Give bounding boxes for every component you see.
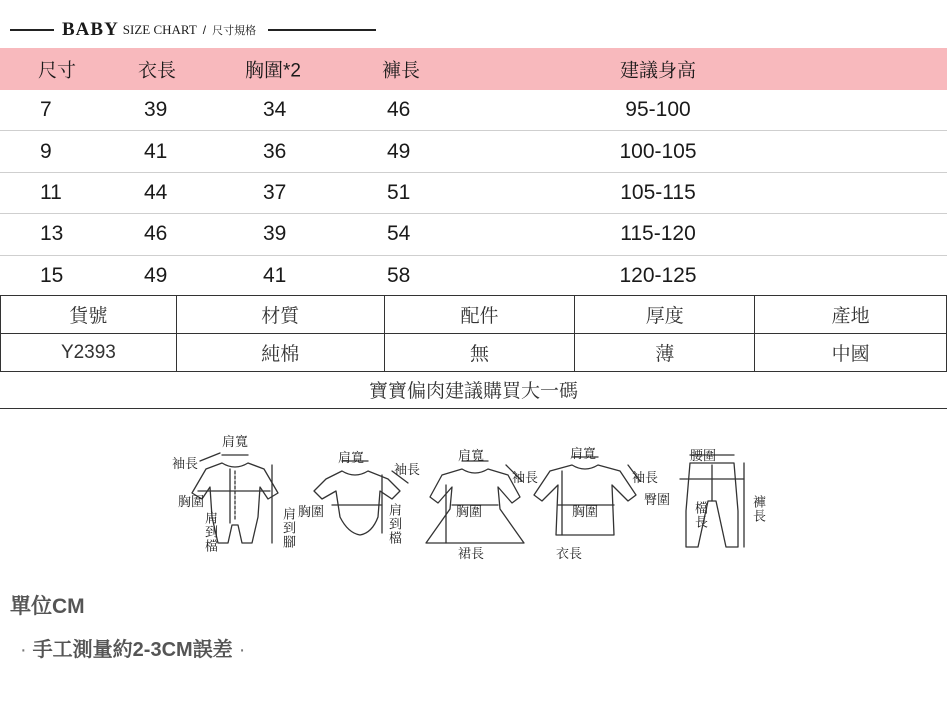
table-row <box>0 90 947 131</box>
romper-chest-label: 胸圍 <box>178 495 205 510</box>
cell-length: 46 <box>144 222 168 246</box>
title-rule-right <box>268 29 376 31</box>
measurement-diagrams <box>160 425 780 575</box>
pants-length-label: 褲長 <box>750 495 765 523</box>
info-item-no: Y2393 <box>1 334 177 372</box>
cell-size: 9 <box>40 139 52 163</box>
romper-shoulder-to-crotch-label: 肩到檔 <box>202 511 217 553</box>
measurement-error-note <box>14 633 251 662</box>
info-header-accessories: 配件 <box>384 296 575 334</box>
cell-pants-length: 49 <box>387 139 411 163</box>
product-info-table <box>0 295 947 372</box>
dress-sleeve-label: 袖長 <box>512 471 539 486</box>
header-length: 衣長 <box>138 60 177 82</box>
cell-length: 49 <box>144 264 168 288</box>
header-pants-length: 褲長 <box>382 60 421 82</box>
chart-title <box>10 18 376 42</box>
bodysuit-sleeve-label: 袖長 <box>394 463 421 478</box>
cell-size: 15 <box>40 264 64 288</box>
header-height: 建議身高 <box>619 60 697 82</box>
info-header-thickness: 厚度 <box>575 296 755 334</box>
info-material: 純棉 <box>176 334 384 372</box>
cell-size: 13 <box>40 222 64 246</box>
error-note-dot-right: · <box>238 639 246 661</box>
cell-pants-length: 46 <box>387 98 411 122</box>
info-accessories: 無 <box>384 334 575 372</box>
table-row <box>0 256 947 297</box>
dress-chest-label: 胸圍 <box>456 505 483 520</box>
title-size-chart: SIZE CHART <box>122 22 197 37</box>
info-thickness: 薄 <box>575 334 755 372</box>
romper-sleeve-label: 袖長 <box>172 457 199 472</box>
title-baby: BABY <box>62 19 119 40</box>
info-header-row <box>1 296 947 334</box>
table-row <box>0 214 947 255</box>
title-separator: / <box>202 23 207 37</box>
bodysuit-shoulder-label: 肩寬 <box>338 451 365 466</box>
pants-hip-label: 臀圍 <box>644 493 671 508</box>
info-header-material: 材質 <box>176 296 384 334</box>
romper-shoulder-to-foot-label: 肩到腳 <box>280 507 295 549</box>
unit-label: 單位CM <box>10 595 85 618</box>
info-header-item-no: 貨號 <box>1 296 177 334</box>
cell-height: 100-105 <box>619 139 697 163</box>
cell-height: 115-120 <box>620 222 696 246</box>
cell-size: 7 <box>40 98 52 122</box>
header-chest: 胸圍*2 <box>245 60 301 82</box>
info-origin: 中國 <box>755 334 947 372</box>
cell-chest: 39 <box>263 222 287 246</box>
dress-shoulder-label: 肩寬 <box>458 449 485 464</box>
cell-length: 39 <box>144 98 168 122</box>
cell-pants-length: 51 <box>387 180 411 204</box>
top-sleeve-label: 袖長 <box>632 471 659 486</box>
cell-chest: 41 <box>263 264 287 288</box>
cell-height: 105-115 <box>620 180 696 204</box>
top-body-length-label: 衣長 <box>556 547 583 562</box>
size-table <box>0 48 947 297</box>
header-size: 尺寸 <box>38 60 77 82</box>
cell-length: 41 <box>144 139 168 163</box>
title-rule-left <box>10 29 54 31</box>
top-illustration <box>534 457 640 535</box>
bodysuit-chest-label: 胸圍 <box>298 505 325 520</box>
cell-pants-length: 58 <box>387 264 411 288</box>
pants-waist-label: 腰圍 <box>690 449 717 464</box>
top-shoulder-label: 肩寬 <box>570 447 597 462</box>
cell-length: 44 <box>144 180 168 204</box>
error-note-dot-left: · <box>20 639 27 661</box>
cell-pants-length: 54 <box>387 222 411 246</box>
size-advice-note: 寶寶偏肉建議購買大一碼 <box>0 371 947 409</box>
pants-crotch-label: 檔長 <box>692 501 707 529</box>
error-note-text: 手工測量約2-3CM誤差 <box>32 639 233 661</box>
romper-shoulder-label: 肩寬 <box>222 435 249 450</box>
top-chest-label: 胸圍 <box>572 505 599 520</box>
cell-chest: 36 <box>263 139 287 163</box>
cell-chest: 37 <box>263 180 287 204</box>
info-value-row <box>1 334 947 372</box>
bodysuit-shoulder-to-crotch-label: 肩到檔 <box>386 503 401 545</box>
size-table-header <box>0 48 947 90</box>
cell-chest: 34 <box>263 98 287 122</box>
cell-height: 120-125 <box>619 264 697 288</box>
cell-size: 11 <box>40 180 62 204</box>
dress-skirt-length-label: 裙長 <box>458 547 485 562</box>
info-header-origin: 產地 <box>755 296 947 334</box>
table-row <box>0 173 947 214</box>
cell-height: 95-100 <box>625 98 691 122</box>
title-cn: 尺寸規格 <box>212 25 257 37</box>
table-row <box>0 131 947 172</box>
